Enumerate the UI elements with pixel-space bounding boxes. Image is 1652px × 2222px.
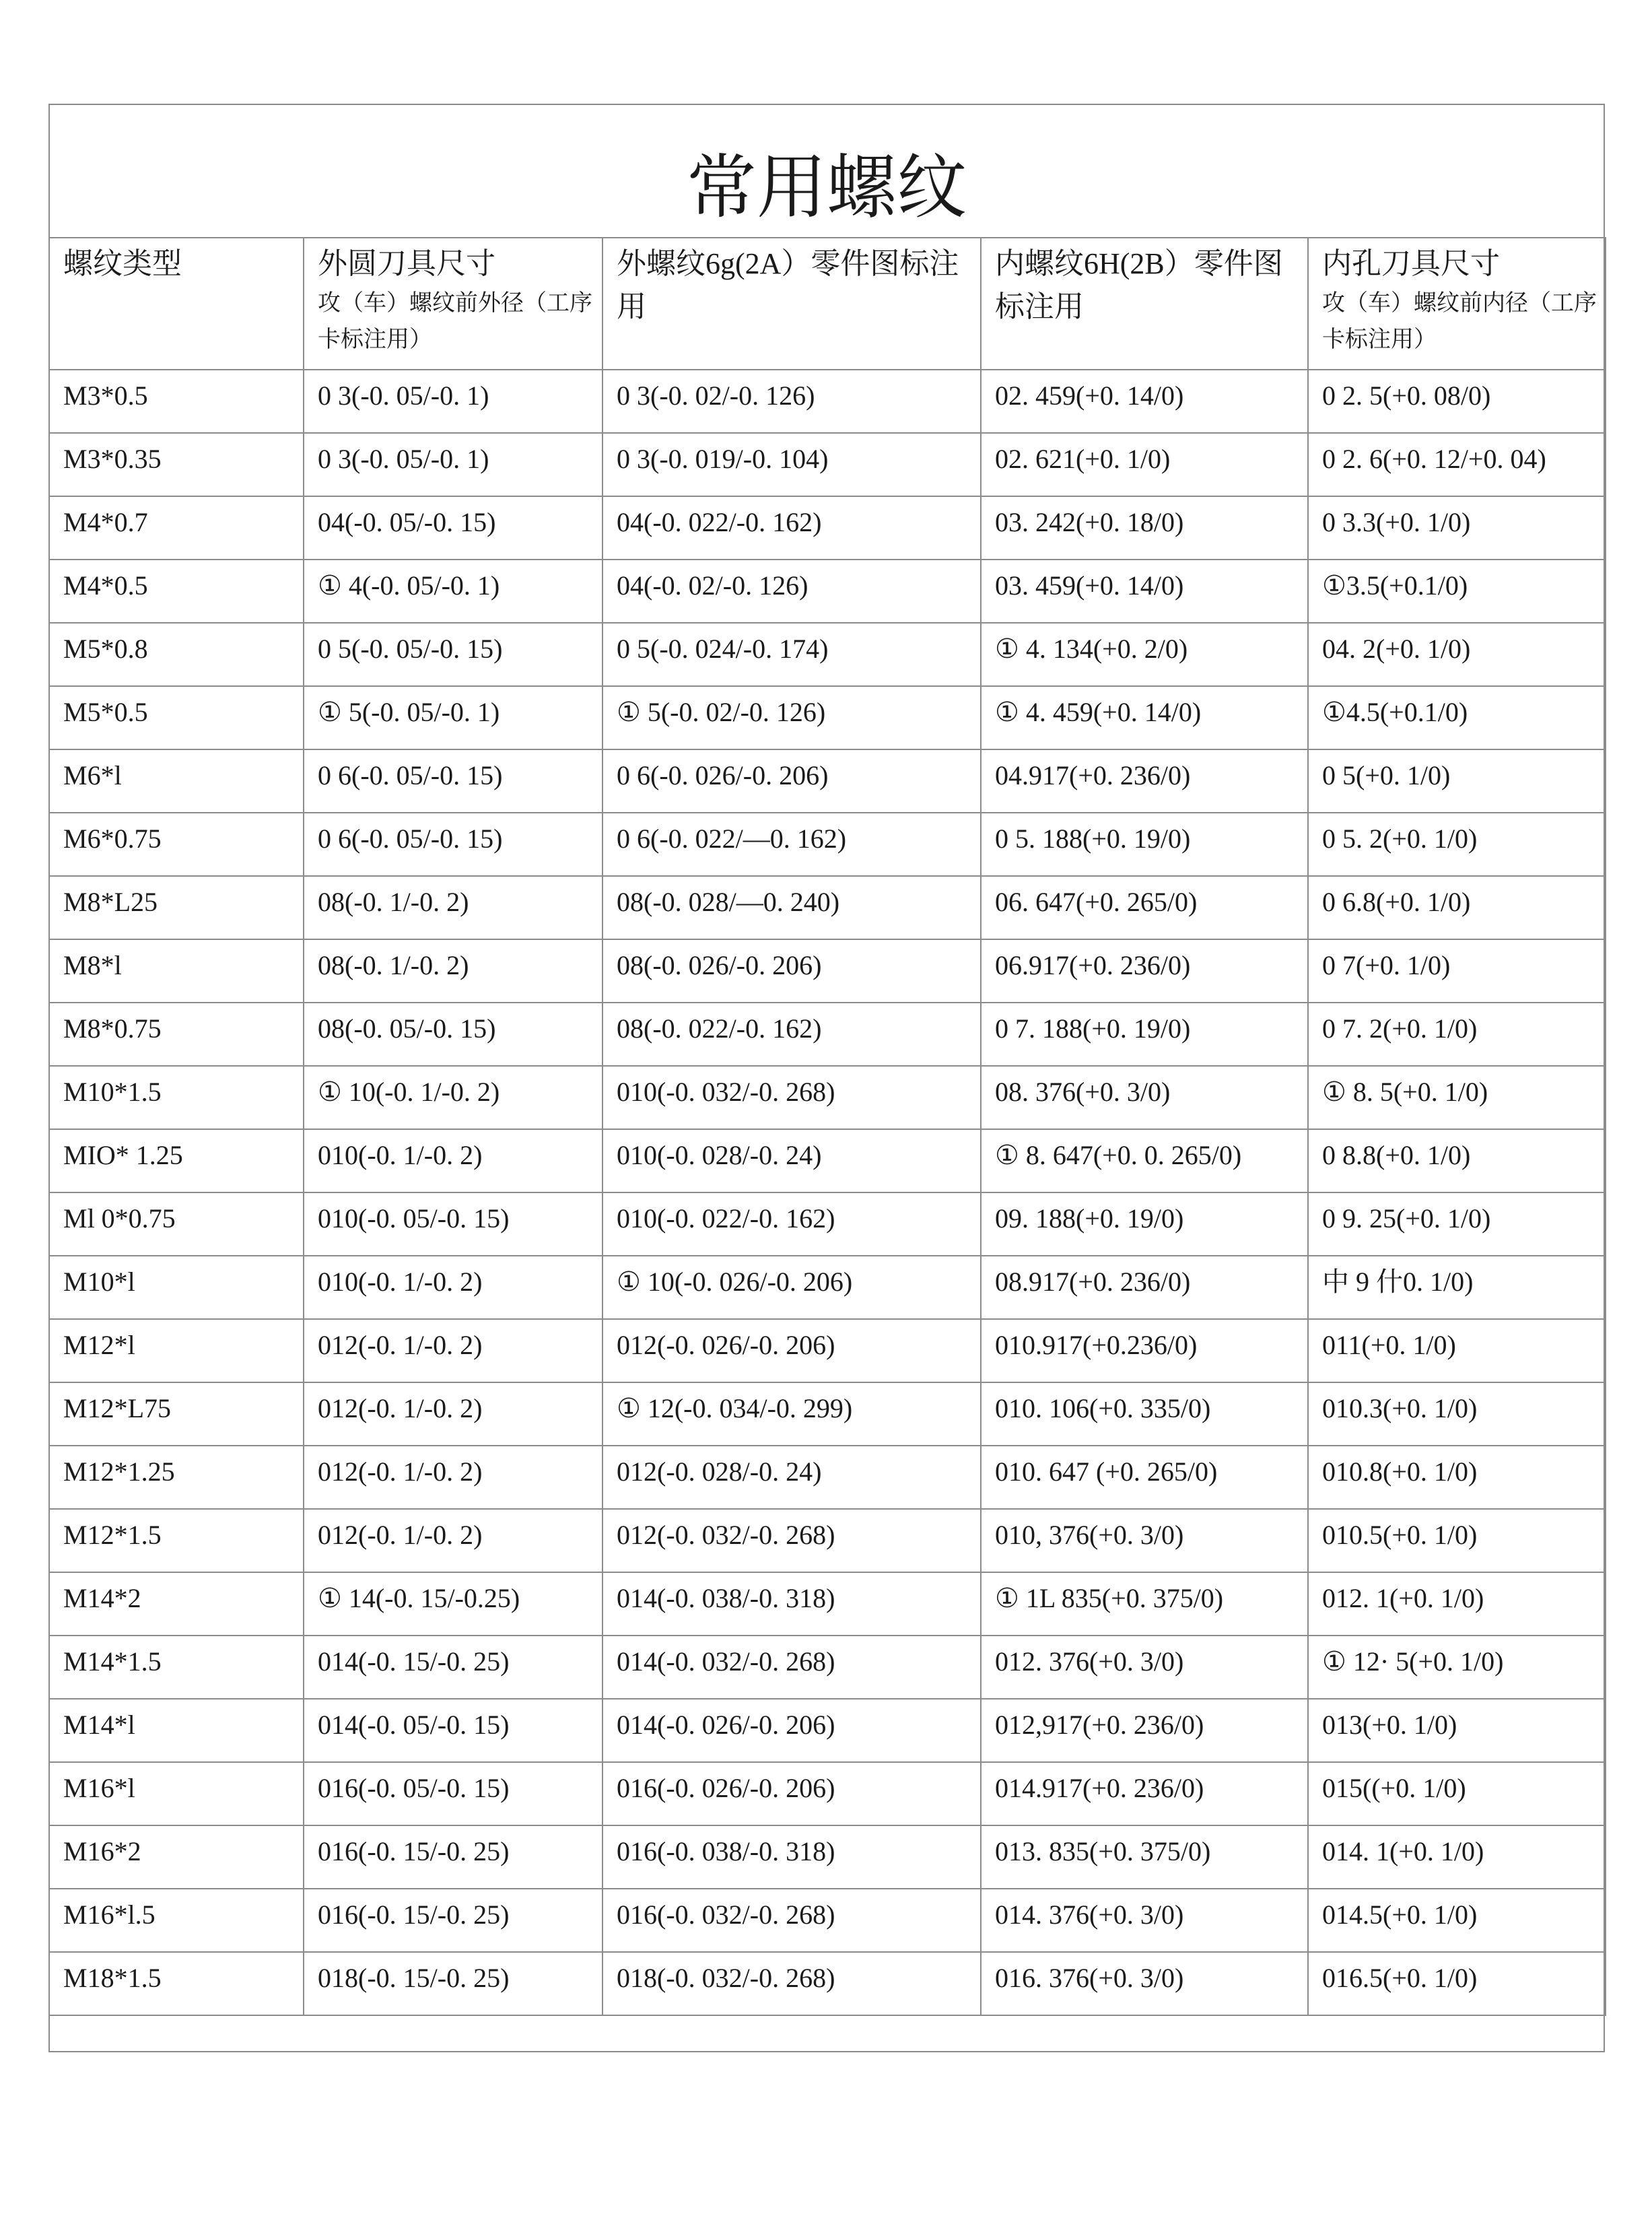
cell-thread-type: M6*0.75 bbox=[49, 813, 304, 876]
cell-outer-tool-size: ① 4(-0. 05/-0. 1) bbox=[304, 560, 603, 623]
cell-inner-tool-size: 0 8.8(+0. 1/0) bbox=[1308, 1129, 1606, 1192]
cell-external-thread: 010(-0. 028/-0. 24) bbox=[603, 1129, 981, 1192]
cell-thread-type: M8*L25 bbox=[49, 876, 304, 939]
cell-internal-thread: ① 1L 835(+0. 375/0) bbox=[981, 1572, 1308, 1636]
cell-inner-tool-size: 010.8(+0. 1/0) bbox=[1308, 1446, 1606, 1509]
cell-outer-tool-size: 08(-0. 1/-0. 2) bbox=[304, 876, 603, 939]
cell-thread-type: M4*0.7 bbox=[49, 496, 304, 560]
table-row bbox=[49, 1636, 1606, 1699]
cell-outer-tool-size: 0 6(-0. 05/-0. 15) bbox=[304, 813, 603, 876]
cell-thread-type: M6*l bbox=[49, 749, 304, 813]
cell-thread-type: M5*0.8 bbox=[49, 623, 304, 686]
header-external-thread-6g: 外螺纹6g(2A）零件图标注用 bbox=[603, 238, 981, 370]
table-row bbox=[49, 1762, 1606, 1825]
cell-outer-tool-size: 08(-0. 05/-0. 15) bbox=[304, 1003, 603, 1066]
cell-thread-type: M10*1.5 bbox=[49, 1066, 304, 1129]
cell-outer-tool-size: 08(-0. 1/-0. 2) bbox=[304, 939, 603, 1003]
cell-internal-thread: 03. 242(+0. 18/0) bbox=[981, 496, 1308, 560]
cell-external-thread: 016(-0. 038/-0. 318) bbox=[603, 1825, 981, 1889]
cell-thread-type: M16*l.5 bbox=[49, 1889, 304, 1952]
cell-inner-tool-size: 0 9. 25(+0. 1/0) bbox=[1308, 1192, 1606, 1256]
header-internal-thread-6h: 内螺纹6H(2B）零件图标注用 bbox=[981, 238, 1308, 370]
cell-inner-tool-size: 0 3.3(+0. 1/0) bbox=[1308, 496, 1606, 560]
cell-inner-tool-size: ①3.5(+0.1/0) bbox=[1308, 560, 1606, 623]
document-sheet bbox=[48, 104, 1605, 2052]
cell-outer-tool-size: 0 5(-0. 05/-0. 15) bbox=[304, 623, 603, 686]
cell-thread-type: M12*1.5 bbox=[49, 1509, 304, 1572]
cell-external-thread: 0 3(-0. 019/-0. 104) bbox=[603, 433, 981, 496]
cell-internal-thread: 016. 376(+0. 3/0) bbox=[981, 1952, 1308, 2015]
cell-thread-type: M3*0.35 bbox=[49, 433, 304, 496]
cell-outer-tool-size: 012(-0. 1/-0. 2) bbox=[304, 1319, 603, 1382]
table-row bbox=[49, 686, 1606, 749]
cell-outer-tool-size: ① 14(-0. 15/-0.25) bbox=[304, 1572, 603, 1636]
cell-external-thread: 010(-0. 032/-0. 268) bbox=[603, 1066, 981, 1129]
cell-thread-type: M3*0.5 bbox=[49, 370, 304, 433]
cell-internal-thread: ① 4. 459(+0. 14/0) bbox=[981, 686, 1308, 749]
table-row bbox=[49, 1256, 1606, 1319]
cell-inner-tool-size: 014.5(+0. 1/0) bbox=[1308, 1889, 1606, 1952]
cell-outer-tool-size: ① 5(-0. 05/-0. 1) bbox=[304, 686, 603, 749]
table-row bbox=[49, 876, 1606, 939]
cell-thread-type: M12*1.25 bbox=[49, 1446, 304, 1509]
cell-internal-thread: 0 7. 188(+0. 19/0) bbox=[981, 1003, 1308, 1066]
cell-external-thread: ① 12(-0. 034/-0. 299) bbox=[603, 1382, 981, 1446]
cell-inner-tool-size: 010.5(+0. 1/0) bbox=[1308, 1509, 1606, 1572]
cell-outer-tool-size: 0 6(-0. 05/-0. 15) bbox=[304, 749, 603, 813]
cell-outer-tool-size: 016(-0. 15/-0. 25) bbox=[304, 1889, 603, 1952]
cell-inner-tool-size: 04. 2(+0. 1/0) bbox=[1308, 623, 1606, 686]
cell-outer-tool-size: 010(-0. 1/-0. 2) bbox=[304, 1256, 603, 1319]
table-header-row bbox=[49, 238, 1606, 370]
cell-internal-thread: 0 5. 188(+0. 19/0) bbox=[981, 813, 1308, 876]
table-row bbox=[49, 749, 1606, 813]
cell-outer-tool-size: 010(-0. 05/-0. 15) bbox=[304, 1192, 603, 1256]
cell-external-thread: 0 6(-0. 022/—0. 162) bbox=[603, 813, 981, 876]
cell-internal-thread: ① 4. 134(+0. 2/0) bbox=[981, 623, 1308, 686]
cell-external-thread: 014(-0. 038/-0. 318) bbox=[603, 1572, 981, 1636]
table-row bbox=[49, 1319, 1606, 1382]
table-row bbox=[49, 1003, 1606, 1066]
table-row bbox=[49, 1699, 1606, 1762]
cell-thread-type: M5*0.5 bbox=[49, 686, 304, 749]
table-row bbox=[49, 1952, 1606, 2015]
cell-outer-tool-size: 0 3(-0. 05/-0. 1) bbox=[304, 370, 603, 433]
cell-inner-tool-size: 015((+0. 1/0) bbox=[1308, 1762, 1606, 1825]
cell-internal-thread: 013. 835(+0. 375/0) bbox=[981, 1825, 1308, 1889]
cell-internal-thread: 014. 376(+0. 3/0) bbox=[981, 1889, 1308, 1952]
cell-inner-tool-size: 010.3(+0. 1/0) bbox=[1308, 1382, 1606, 1446]
table-row bbox=[49, 1066, 1606, 1129]
cell-internal-thread: 010. 647 (+0. 265/0) bbox=[981, 1446, 1308, 1509]
cell-inner-tool-size: 中 9 什0. 1/0) bbox=[1308, 1256, 1606, 1319]
cell-thread-type: M16*2 bbox=[49, 1825, 304, 1889]
cell-internal-thread: 010. 106(+0. 335/0) bbox=[981, 1382, 1308, 1446]
cell-inner-tool-size: 011(+0. 1/0) bbox=[1308, 1319, 1606, 1382]
cell-internal-thread: 02. 621(+0. 1/0) bbox=[981, 433, 1308, 496]
cell-external-thread: ① 5(-0. 02/-0. 126) bbox=[603, 686, 981, 749]
cell-internal-thread: 06. 647(+0. 265/0) bbox=[981, 876, 1308, 939]
cell-external-thread: 016(-0. 032/-0. 268) bbox=[603, 1889, 981, 1952]
cell-inner-tool-size: 0 6.8(+0. 1/0) bbox=[1308, 876, 1606, 939]
cell-thread-type: M14*l bbox=[49, 1699, 304, 1762]
cell-external-thread: 0 6(-0. 026/-0. 206) bbox=[603, 749, 981, 813]
cell-external-thread: 04(-0. 022/-0. 162) bbox=[603, 496, 981, 560]
cell-external-thread: 016(-0. 026/-0. 206) bbox=[603, 1762, 981, 1825]
cell-external-thread: 012(-0. 028/-0. 24) bbox=[603, 1446, 981, 1509]
cell-external-thread: 014(-0. 032/-0. 268) bbox=[603, 1636, 981, 1699]
cell-thread-type: M18*1.5 bbox=[49, 1952, 304, 2015]
cell-thread-type: M10*l bbox=[49, 1256, 304, 1319]
cell-inner-tool-size: 014. 1(+0. 1/0) bbox=[1308, 1825, 1606, 1889]
thread-table bbox=[48, 237, 1606, 2016]
cell-thread-type: Ml 0*0.75 bbox=[49, 1192, 304, 1256]
table-row bbox=[49, 939, 1606, 1003]
header-outer-tool-size: 外圆刀具尺寸 攻（车）螺纹前外径（工序 卡标注用） bbox=[304, 238, 603, 370]
cell-inner-tool-size: ① 8. 5(+0. 1/0) bbox=[1308, 1066, 1606, 1129]
cell-external-thread: 08(-0. 026/-0. 206) bbox=[603, 939, 981, 1003]
cell-inner-tool-size: ① 12· 5(+0. 1/0) bbox=[1308, 1636, 1606, 1699]
cell-outer-tool-size: 014(-0. 05/-0. 15) bbox=[304, 1699, 603, 1762]
cell-inner-tool-size: 0 5(+0. 1/0) bbox=[1308, 749, 1606, 813]
table-row bbox=[49, 813, 1606, 876]
cell-thread-type: M12*l bbox=[49, 1319, 304, 1382]
table-row bbox=[49, 1889, 1606, 1952]
header-thread-type: 螺纹类型 bbox=[49, 238, 304, 370]
page-title: 常用螺纹 bbox=[686, 149, 967, 227]
cell-internal-thread: 012,917(+0. 236/0) bbox=[981, 1699, 1308, 1762]
cell-thread-type: MIO* 1.25 bbox=[49, 1129, 304, 1192]
cell-inner-tool-size: 0 2. 6(+0. 12/+0. 04) bbox=[1308, 433, 1606, 496]
cell-external-thread: 0 5(-0. 024/-0. 174) bbox=[603, 623, 981, 686]
cell-outer-tool-size: 04(-0. 05/-0. 15) bbox=[304, 496, 603, 560]
cell-external-thread: 018(-0. 032/-0. 268) bbox=[603, 1952, 981, 2015]
cell-internal-thread: 014.917(+0. 236/0) bbox=[981, 1762, 1308, 1825]
table-row bbox=[49, 1129, 1606, 1192]
cell-thread-type: M8*0.75 bbox=[49, 1003, 304, 1066]
cell-internal-thread: 08.917(+0. 236/0) bbox=[981, 1256, 1308, 1319]
cell-internal-thread: 012. 376(+0. 3/0) bbox=[981, 1636, 1308, 1699]
cell-outer-tool-size: 012(-0. 1/-0. 2) bbox=[304, 1509, 603, 1572]
table-row bbox=[49, 1192, 1606, 1256]
cell-thread-type: M4*0.5 bbox=[49, 560, 304, 623]
cell-thread-type: M12*L75 bbox=[49, 1382, 304, 1446]
cell-internal-thread: 06.917(+0. 236/0) bbox=[981, 939, 1308, 1003]
cell-inner-tool-size: 0 2. 5(+0. 08/0) bbox=[1308, 370, 1606, 433]
cell-inner-tool-size: 0 7. 2(+0. 1/0) bbox=[1308, 1003, 1606, 1066]
cell-external-thread: 0 3(-0. 02/-0. 126) bbox=[603, 370, 981, 433]
cell-outer-tool-size: 012(-0. 1/-0. 2) bbox=[304, 1446, 603, 1509]
table-row bbox=[49, 1825, 1606, 1889]
table-body bbox=[49, 370, 1606, 2015]
cell-external-thread: 04(-0. 02/-0. 126) bbox=[603, 560, 981, 623]
cell-external-thread: ① 10(-0. 026/-0. 206) bbox=[603, 1256, 981, 1319]
cell-outer-tool-size: 0 3(-0. 05/-0. 1) bbox=[304, 433, 603, 496]
cell-internal-thread: 09. 188(+0. 19/0) bbox=[981, 1192, 1308, 1256]
cell-external-thread: 012(-0. 032/-0. 268) bbox=[603, 1509, 981, 1572]
cell-internal-thread: 010.917(+0.236/0) bbox=[981, 1319, 1308, 1382]
table-row bbox=[49, 433, 1606, 496]
header-inner-tool-size: 内孔刀具尺寸 攻（车）螺纹前内径（工序 卡标注用） bbox=[1308, 238, 1606, 370]
cell-internal-thread: 04.917(+0. 236/0) bbox=[981, 749, 1308, 813]
table-row bbox=[49, 1572, 1606, 1636]
cell-inner-tool-size: ①4.5(+0.1/0) bbox=[1308, 686, 1606, 749]
cell-external-thread: 012(-0. 026/-0. 206) bbox=[603, 1319, 981, 1382]
cell-outer-tool-size: 014(-0. 15/-0. 25) bbox=[304, 1636, 603, 1699]
cell-internal-thread: 010, 376(+0. 3/0) bbox=[981, 1509, 1308, 1572]
table-row bbox=[49, 370, 1606, 433]
cell-outer-tool-size: ① 10(-0. 1/-0. 2) bbox=[304, 1066, 603, 1129]
cell-external-thread: 014(-0. 026/-0. 206) bbox=[603, 1699, 981, 1762]
cell-thread-type: M14*2 bbox=[49, 1572, 304, 1636]
table-row bbox=[49, 1382, 1606, 1446]
cell-outer-tool-size: 012(-0. 1/-0. 2) bbox=[304, 1382, 603, 1446]
cell-outer-tool-size: 018(-0. 15/-0. 25) bbox=[304, 1952, 603, 2015]
table-row bbox=[49, 496, 1606, 560]
table-row bbox=[49, 1509, 1606, 1572]
cell-internal-thread: 08. 376(+0. 3/0) bbox=[981, 1066, 1308, 1129]
cell-internal-thread: 03. 459(+0. 14/0) bbox=[981, 560, 1308, 623]
table-row bbox=[49, 623, 1606, 686]
cell-inner-tool-size: 013(+0. 1/0) bbox=[1308, 1699, 1606, 1762]
cell-outer-tool-size: 010(-0. 1/-0. 2) bbox=[304, 1129, 603, 1192]
cell-inner-tool-size: 0 5. 2(+0. 1/0) bbox=[1308, 813, 1606, 876]
cell-inner-tool-size: 012. 1(+0. 1/0) bbox=[1308, 1572, 1606, 1636]
table-row bbox=[49, 560, 1606, 623]
table-row bbox=[49, 1446, 1606, 1509]
cell-thread-type: M8*l bbox=[49, 939, 304, 1003]
cell-external-thread: 08(-0. 022/-0. 162) bbox=[603, 1003, 981, 1066]
cell-thread-type: M14*1.5 bbox=[49, 1636, 304, 1699]
cell-internal-thread: ① 8. 647(+0. 0. 265/0) bbox=[981, 1129, 1308, 1192]
cell-outer-tool-size: 016(-0. 05/-0. 15) bbox=[304, 1762, 603, 1825]
cell-external-thread: 010(-0. 022/-0. 162) bbox=[603, 1192, 981, 1256]
cell-outer-tool-size: 016(-0. 15/-0. 25) bbox=[304, 1825, 603, 1889]
cell-inner-tool-size: 016.5(+0. 1/0) bbox=[1308, 1952, 1606, 2015]
cell-external-thread: 08(-0. 028/—0. 240) bbox=[603, 876, 981, 939]
cell-inner-tool-size: 0 7(+0. 1/0) bbox=[1308, 939, 1606, 1003]
cell-internal-thread: 02. 459(+0. 14/0) bbox=[981, 370, 1308, 433]
cell-thread-type: M16*l bbox=[49, 1762, 304, 1825]
